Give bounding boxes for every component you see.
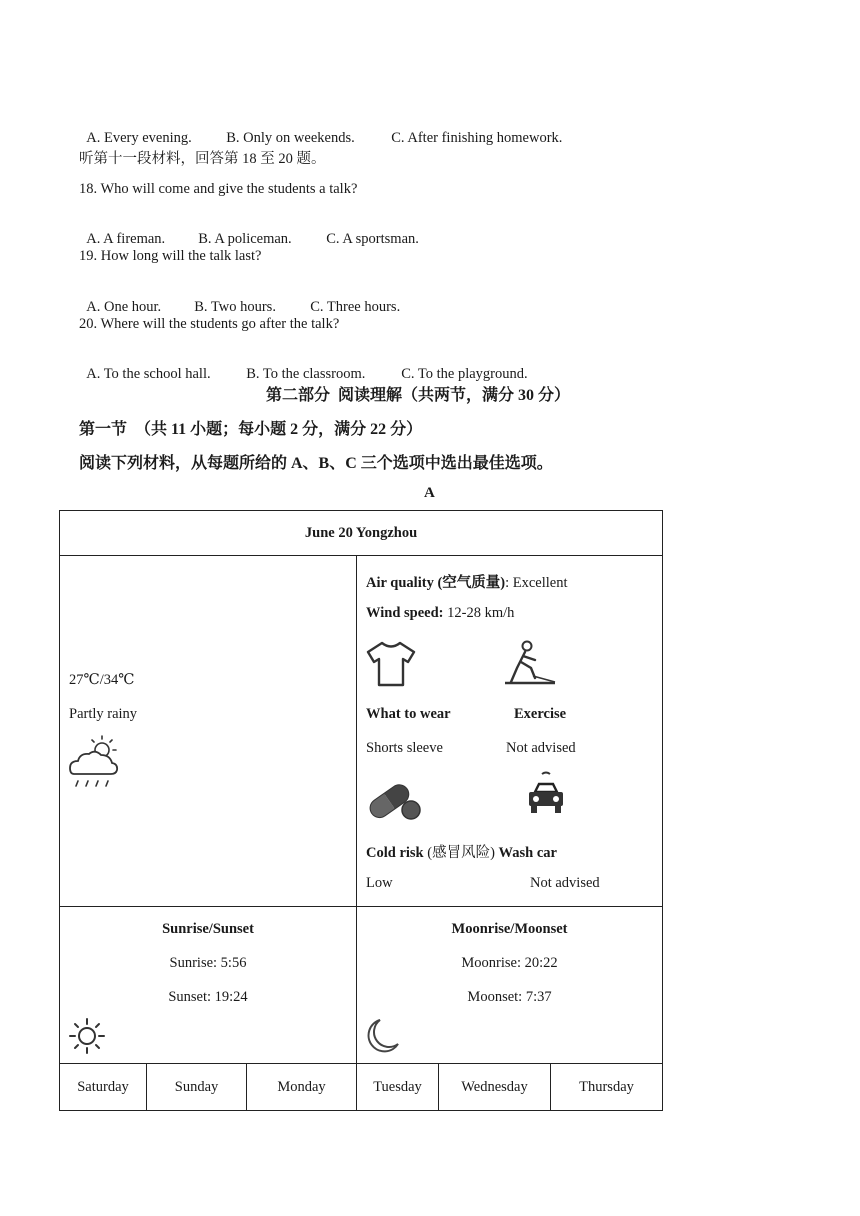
day-monday <box>247 1064 357 1111</box>
moonrise: Moonrise: 20:22 <box>461 955 558 971</box>
partly-rainy-icon <box>68 734 120 792</box>
q18-option-a: A. A fireman. <box>86 231 166 247</box>
q19-options <box>79 282 400 316</box>
weather-condition: Partly rainy <box>69 706 138 722</box>
wind-speed-label: Wind speed: <box>366 605 444 621</box>
moonset: Moonset: 7:37 <box>467 989 552 1005</box>
what-to-wear-label: What to wear <box>366 706 451 722</box>
q20-option-c: C. To the playground. <box>401 366 528 382</box>
day-label: Saturday <box>77 1078 129 1095</box>
sun-cell <box>60 907 357 1064</box>
q20-option-b: B. To the classroom. <box>246 366 366 382</box>
air-quality <box>366 571 568 592</box>
wash-car-label: Wash car <box>498 845 557 861</box>
cold-risk-label-cn: (感冒风险) <box>423 845 499 861</box>
section1-title: 第一节 （共 11 小题；每小题 2 分，满分 22 分） <box>79 421 423 438</box>
day-thursday <box>551 1064 663 1111</box>
cold-risk-value: Low <box>366 875 393 891</box>
moon-cell <box>357 907 663 1064</box>
weather-date-location: June 20 Yongzhou <box>304 524 418 541</box>
exercise-label: Exercise <box>514 706 567 722</box>
pill-icon <box>365 778 423 824</box>
day-label: Wednesday <box>461 1078 528 1095</box>
q19-option-b: B. Two hours. <box>194 299 276 315</box>
q17-option-b: B. Only on weekends. <box>226 130 355 146</box>
day-sunday <box>147 1064 247 1111</box>
part2-title: 第二部分 阅读理解（共两节，满分 30 分） <box>266 387 571 404</box>
sun-icon <box>68 1017 106 1055</box>
q19-option-a: A. One hour. <box>86 299 162 315</box>
sun-title: Sunrise/Sunset <box>162 921 254 937</box>
cold-risk-label: Cold risk <box>366 845 424 861</box>
q19-question: 19. How long will the talk last? <box>79 248 262 264</box>
what-to-wear-value: Shorts sleeve <box>366 740 443 756</box>
q17-options <box>79 113 562 147</box>
sunrise: Sunrise: 5:56 <box>169 955 247 971</box>
day-label: Monday <box>277 1078 326 1095</box>
q19-option-c: C. Three hours. <box>310 299 401 315</box>
wash-car-value: Not advised <box>530 875 600 891</box>
q20-options <box>79 349 528 383</box>
weather-table <box>59 510 663 1111</box>
passage-intro: 听第十一段材料，回答第 18 至 20 题。 <box>79 151 326 167</box>
weather-indices-cell <box>357 556 663 907</box>
day-saturday <box>60 1064 147 1111</box>
moon-icon <box>365 1017 401 1055</box>
q17-option-c: C. After finishing homework. <box>391 130 563 146</box>
q18-question: 18. Who will come and give the students a talk? <box>79 181 358 197</box>
passage-label: A <box>424 485 435 501</box>
q20-question: 20. Where will the students go after the talk? <box>79 316 340 332</box>
current-weather-cell <box>60 556 357 907</box>
wind-speed <box>366 605 514 622</box>
sunset: Sunset: 19:24 <box>168 989 248 1005</box>
weather-header <box>60 511 663 556</box>
wind-speed-value: 12-28 km/h <box>443 605 515 621</box>
air-quality-label: Air quality (空气质量) <box>366 575 506 591</box>
q18-option-c: C. A sportsman. <box>326 231 419 247</box>
car-icon <box>525 770 567 824</box>
moon-title: Moonrise/Moonset <box>451 921 568 937</box>
tshirt-icon <box>365 640 417 688</box>
day-label: Sunday <box>174 1078 219 1095</box>
q18-options <box>79 214 419 248</box>
exercise-value: Not advised <box>506 740 576 756</box>
instructions: 阅读下列材料，从每题所给的 A、B、C 三个选项中选出最佳选项。 <box>79 455 553 472</box>
temperature: 27℃/34℃ <box>69 672 135 688</box>
day-label: Tuesday <box>373 1078 422 1095</box>
q17-option-a: A. Every evening. <box>86 130 192 146</box>
air-quality-value: : Excellent <box>505 575 568 591</box>
q20-option-a: A. To the school hall. <box>86 366 211 382</box>
day-wednesday <box>439 1064 551 1111</box>
exercise-icon <box>503 638 557 688</box>
day-tuesday <box>357 1064 439 1111</box>
cold-risk-wash-car-labels <box>366 841 557 862</box>
day-label: Thursday <box>579 1078 634 1095</box>
q18-option-b: B. A policeman. <box>198 231 292 247</box>
